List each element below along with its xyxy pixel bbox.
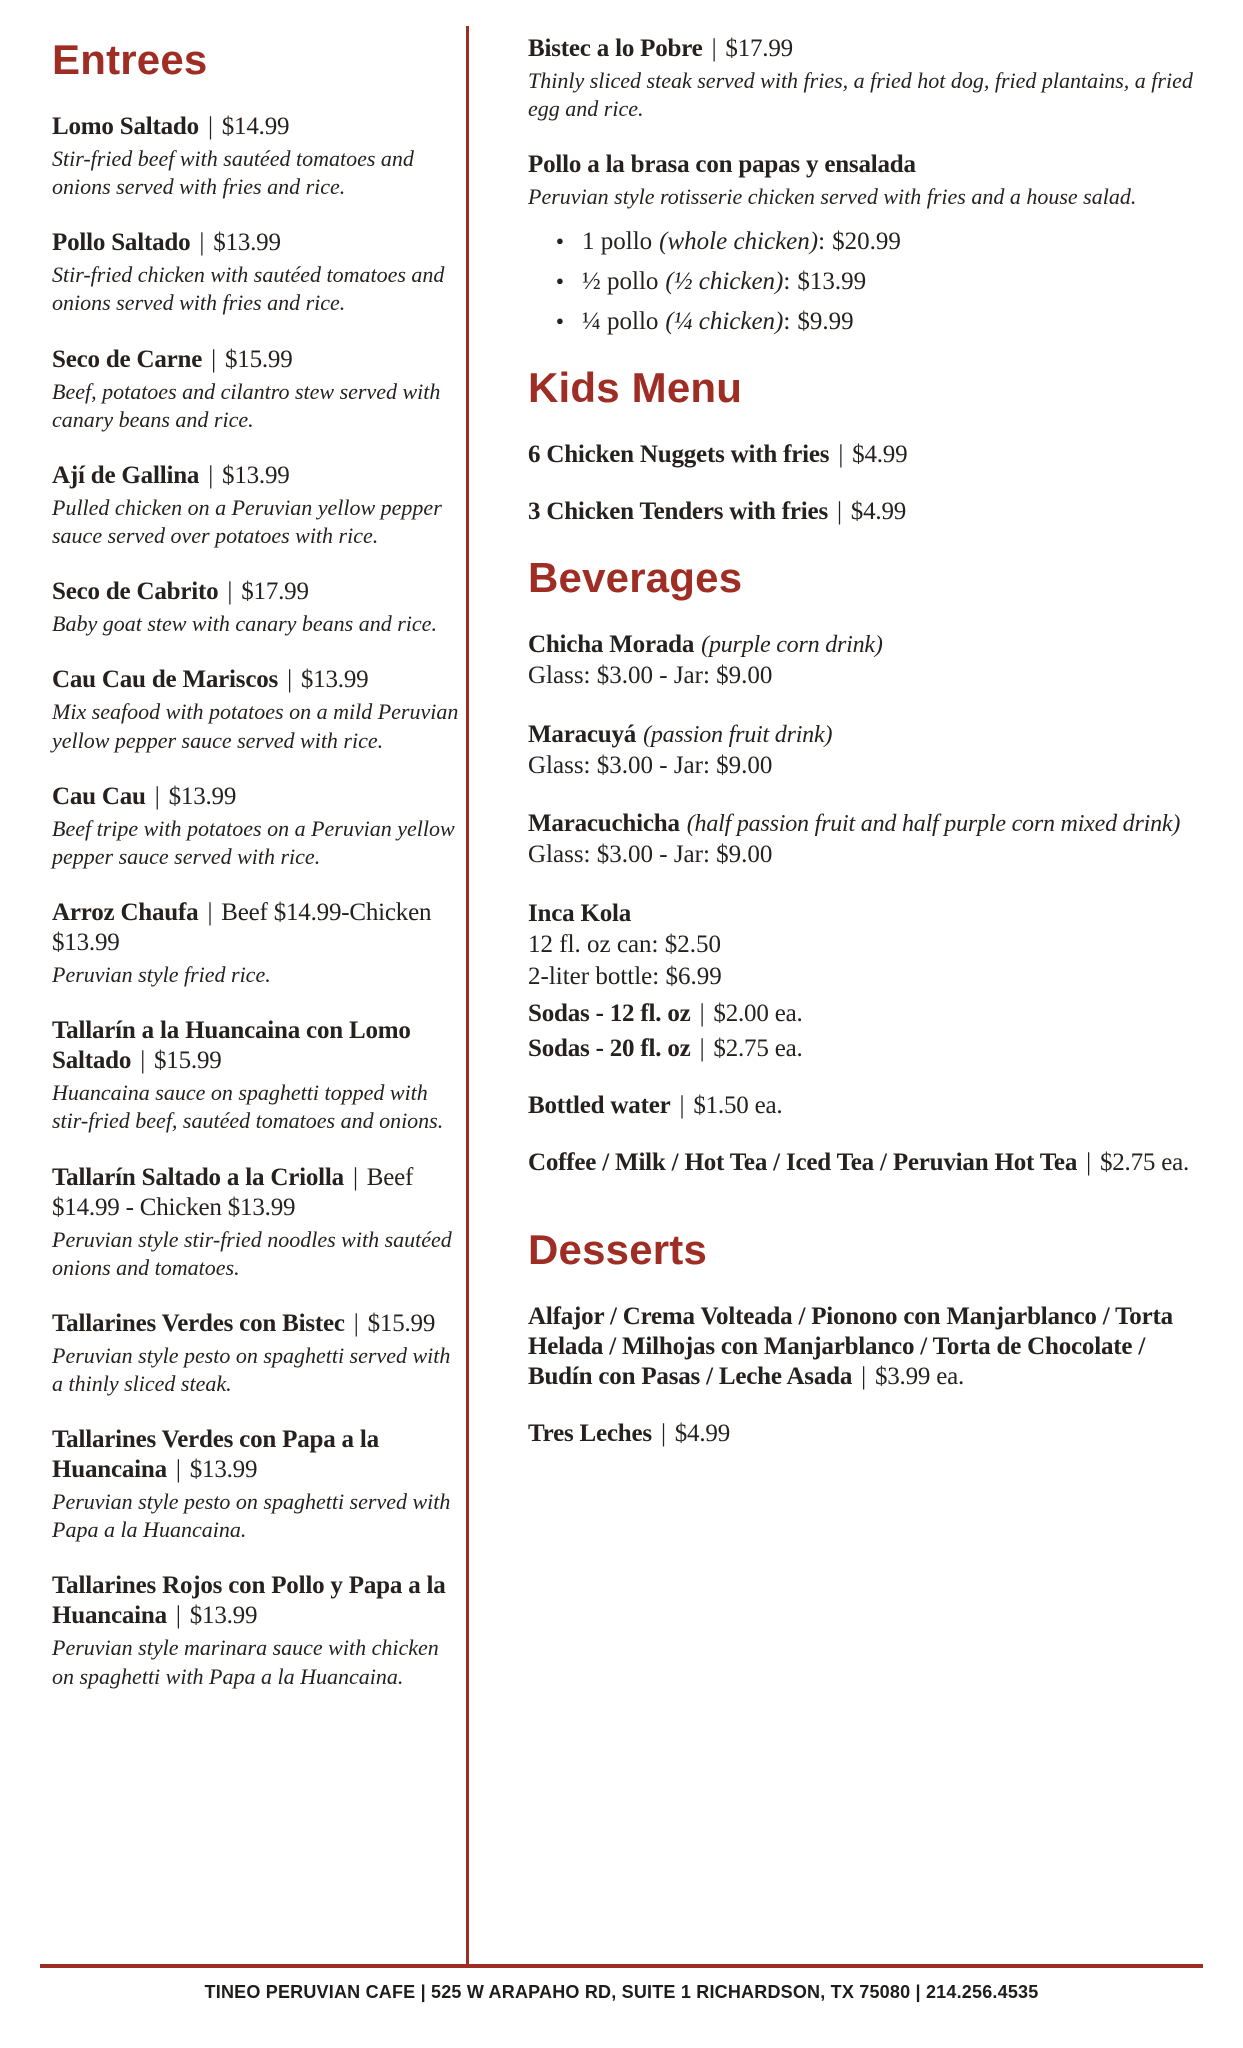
portion-price: $20.99 xyxy=(832,228,901,256)
left-column xyxy=(52,36,466,1718)
menu-item xyxy=(528,1091,1198,1121)
price-separator: | xyxy=(175,1602,181,1630)
item-name: Ají de Gallina xyxy=(52,461,200,489)
right-column xyxy=(528,34,1198,1476)
item-header xyxy=(528,497,1198,527)
menu-item xyxy=(528,1419,1198,1449)
item-header xyxy=(528,1419,1198,1449)
item-description: Peruvian style stir-fried noodles with sautéed onions and tomatoes. xyxy=(52,1226,452,1280)
item-header xyxy=(52,1571,466,1631)
price-separator: | xyxy=(199,229,205,257)
price-separator: | xyxy=(211,345,216,373)
item-description: Peruvian style pesto on spaghetti served with a thinly sliced steak. xyxy=(52,1342,451,1396)
item-price: $4.99 xyxy=(850,498,907,526)
portion-price: $13.99 xyxy=(797,268,867,296)
item-price: $1.50 ea. xyxy=(693,1091,783,1119)
menu-item xyxy=(528,999,1198,1029)
menu-item xyxy=(52,1309,466,1398)
menu-item xyxy=(528,809,1198,872)
item-description: Peruvian style pesto on spaghetti served with Papa a la Huancaina. xyxy=(52,1489,451,1543)
item-header xyxy=(52,577,466,607)
beverages-list xyxy=(528,630,1198,1178)
price-separator: | xyxy=(140,1047,145,1075)
item-price: $14.99 xyxy=(221,113,290,140)
item-name: Cau Cau de Mariscos xyxy=(52,666,279,694)
menu-item xyxy=(528,899,1198,994)
item-name: Sodas - 20 fl. oz xyxy=(528,1034,691,1062)
item-name: Seco de Cabrito xyxy=(52,578,219,606)
menu-item xyxy=(528,1302,1198,1392)
price-separator: | xyxy=(207,113,213,140)
price-separator: | xyxy=(154,782,160,810)
item-header xyxy=(52,228,466,258)
item-description: Mix seafood with potatoes on a mild Peruvian yellow pepper sauce served with rice. xyxy=(52,699,459,753)
item-description: Peruvian style rotisserie chicken served with fries and a house salad. xyxy=(528,184,1137,210)
price-separator: | xyxy=(353,1309,359,1337)
portion-quantity: ½ pollo xyxy=(582,268,659,296)
price-separator: | xyxy=(287,666,292,694)
item-name: Cau Cau xyxy=(52,782,146,810)
menu-item xyxy=(52,577,466,638)
item-header xyxy=(528,34,1198,64)
menu-item xyxy=(52,112,466,201)
colon-separator: : xyxy=(783,308,791,336)
portion-quantity: 1 pollo xyxy=(582,228,653,256)
menu-item xyxy=(52,1571,466,1690)
menu-item xyxy=(528,34,1198,123)
item-name: Bottled water xyxy=(528,1091,671,1119)
item-description: Thinly sliced steak served with fries, a fried hot dog, fried plantains, a fried egg and rice. xyxy=(528,68,1193,122)
item-name: Tres Leches xyxy=(528,1419,652,1447)
portion-price: $9.99 xyxy=(797,308,854,336)
portion-note: (whole chicken) xyxy=(659,228,819,256)
item-name: Pollo Saltado xyxy=(52,229,191,257)
desserts-list xyxy=(528,1302,1198,1449)
item-price: $2.00 ea. xyxy=(713,999,803,1027)
item-name: Coffee / Milk / Hot Tea / Iced Tea / Peruvian Hot Tea xyxy=(528,1148,1078,1176)
menu-item xyxy=(52,898,466,989)
item-price: $13.99 xyxy=(222,461,290,489)
menu-item xyxy=(52,345,466,434)
price-separator: | xyxy=(660,1419,666,1447)
item-price: $13.99 xyxy=(300,666,369,694)
item-price: $2.75 ea. xyxy=(713,1034,803,1062)
item-name: Inca Kola xyxy=(528,899,632,927)
item-name: 6 Chicken Nuggets with fries xyxy=(528,441,830,469)
menu-item xyxy=(52,665,466,754)
item-description: Stir-fried beef with sautéed tomatoes and onions served with fries and rice. xyxy=(52,146,414,200)
item-description: Beef, potatoes and cilantro stew served with canary beans and rice. xyxy=(52,378,441,432)
item-header xyxy=(52,1425,466,1485)
item-name: Alfajor / Crema Volteada / Pionono con Manjarblanco / Torta Helada / Milhojas con Manjarblanco / Torta de Chocolate / Budín con Pasas / Leche Asada xyxy=(528,1302,1173,1390)
price-separator: | xyxy=(711,35,717,62)
item-description: Beef tripe with potatoes on a Peruvian yellow pepper sauce served with rice. xyxy=(52,815,455,869)
item-name: Pollo a la brasa con papas y ensalada xyxy=(528,151,916,179)
price-separator: | xyxy=(699,999,705,1027)
price-separator: | xyxy=(352,1163,358,1191)
price-separator: | xyxy=(207,899,213,927)
item-name: Maracuyá xyxy=(528,720,637,748)
item-header xyxy=(528,809,1198,839)
price-separator: | xyxy=(208,461,214,489)
price-separator: | xyxy=(175,1456,181,1484)
item-header xyxy=(528,1091,1198,1121)
colon-separator: : xyxy=(783,268,791,296)
item-name: 3 Chicken Tenders with fries xyxy=(528,498,828,526)
item-header xyxy=(528,150,1198,180)
item-header xyxy=(52,782,466,812)
menu-item xyxy=(528,720,1198,783)
item-header xyxy=(528,899,1198,929)
item-header xyxy=(52,665,466,695)
item-price: Beef $14.99 - Chicken $13.99 xyxy=(52,1163,414,1221)
item-detail-line: Glass: $3.00 - Jar: $9.00 xyxy=(528,841,773,869)
item-price: $17.99 xyxy=(725,35,793,62)
item-description: Huancaina sauce on spaghetti topped with stir-fried beef, sautéed tomatoes and onions. xyxy=(52,1080,444,1134)
menu-item xyxy=(52,1016,466,1135)
item-header xyxy=(52,1309,466,1339)
item-header xyxy=(528,1302,1198,1392)
item-header xyxy=(528,440,1198,470)
item-name: Maracuchicha xyxy=(528,810,680,838)
price-separator: | xyxy=(836,498,842,526)
item-header xyxy=(528,720,1198,750)
item-price: $2.75 ea. xyxy=(1099,1148,1190,1176)
item-header xyxy=(52,1016,466,1076)
item-detail-line: 12 fl. oz can: $2.50 xyxy=(528,930,722,958)
menu-item xyxy=(52,782,466,871)
item-description: Stir-fried chicken with sautéed tomatoes and onions served with fries and rice. xyxy=(52,262,445,316)
menu-item xyxy=(528,1034,1198,1064)
item-detail-line: Glass: $3.00 - Jar: $9.00 xyxy=(528,751,773,779)
item-description: Peruvian style fried rice. xyxy=(52,962,271,988)
item-header xyxy=(528,1148,1198,1178)
item-price: $15.99 xyxy=(367,1309,436,1337)
item-name: Chicha Morada xyxy=(528,631,695,659)
item-description: Pulled chicken on a Peruvian yellow pepper sauce served over potatoes with rice. xyxy=(52,494,442,549)
item-price: Beef $14.99-Chicken $13.99 xyxy=(52,899,432,957)
portion-quantity: ¼ pollo xyxy=(582,308,659,336)
item-header xyxy=(528,999,1198,1029)
section-heading-beverages: Beverages xyxy=(528,554,743,602)
item-description: Baby goat stew with canary beans and rice. xyxy=(52,611,437,637)
item-name: Tallarines Verdes con Papa a la Huancaina xyxy=(52,1426,379,1484)
kids-menu-list xyxy=(528,440,1198,527)
item-name: Bistec a lo Pobre xyxy=(528,35,703,62)
item-name: Tallarín a la Huancaina con Lomo Saltado xyxy=(52,1017,411,1075)
menu-item xyxy=(528,630,1198,693)
item-header xyxy=(52,898,466,958)
item-price: $4.99 xyxy=(852,441,908,469)
item-name: Sodas - 12 fl. oz xyxy=(528,999,691,1027)
item-name: Seco de Carne xyxy=(52,345,203,373)
item-name: Tallarín Saltado a la Criolla xyxy=(52,1163,344,1191)
item-name: Lomo Saltado xyxy=(52,113,199,140)
item-price: $13.99 xyxy=(213,229,281,257)
portion-note: (½ chicken) xyxy=(665,268,784,296)
portion-option xyxy=(556,227,1198,257)
item-price: $4.99 xyxy=(674,1419,731,1447)
menu-item xyxy=(528,150,1198,337)
item-header xyxy=(52,1163,466,1223)
footer-rule xyxy=(40,1964,1203,1968)
price-separator: | xyxy=(838,441,844,469)
item-price: $13.99 xyxy=(168,782,237,810)
item-header xyxy=(52,345,466,375)
item-note: (passion fruit drink) xyxy=(643,721,833,748)
menu-item xyxy=(52,1425,466,1544)
item-price: $15.99 xyxy=(154,1047,222,1075)
item-header xyxy=(52,112,466,142)
price-separator: | xyxy=(679,1091,685,1119)
footer-text: TINEO PERUVIAN CAFE | 525 W ARAPAHO RD, SUITE 1 RICHARDSON, TX 75080 | 214.256.4535 xyxy=(204,1982,1039,2002)
menu-item xyxy=(528,497,1198,527)
item-detail-line: Glass: $3.00 - Jar: $9.00 xyxy=(528,662,773,690)
item-name: Tallarines Rojos con Pollo y Papa a la Huancaina xyxy=(52,1572,446,1630)
item-description: Peruvian style marinara sauce with chicken on spaghetti with Papa a la Huancaina. xyxy=(52,1635,439,1689)
item-detail-line: 2-liter bottle: $6.99 xyxy=(528,963,722,991)
item-price: $15.99 xyxy=(224,345,293,373)
portion-note: (¼ chicken) xyxy=(665,308,784,336)
menu-item xyxy=(52,228,466,317)
price-separator: | xyxy=(699,1034,705,1062)
item-price: $17.99 xyxy=(241,578,309,606)
menu-item xyxy=(528,1148,1198,1178)
menu-item xyxy=(528,440,1198,470)
price-separator: | xyxy=(227,578,233,606)
section-heading-desserts: Desserts xyxy=(528,1225,708,1273)
item-price: $13.99 xyxy=(189,1456,258,1484)
section-heading-entrees: Entrees xyxy=(52,36,208,83)
portion-option xyxy=(556,267,1198,297)
item-price: $13.99 xyxy=(189,1602,258,1630)
price-separator: | xyxy=(861,1362,866,1390)
entrees-list-left xyxy=(52,112,466,1691)
item-name: Arroz Chaufa xyxy=(52,899,199,927)
item-header xyxy=(528,630,1198,660)
item-header xyxy=(528,1034,1198,1064)
column-divider xyxy=(466,26,469,1966)
entrees-list-right xyxy=(528,34,1198,337)
item-name: Tallarines Verdes con Bistec xyxy=(52,1309,345,1337)
colon-separator: : xyxy=(818,228,826,256)
portion-option xyxy=(556,307,1198,337)
item-header xyxy=(52,461,466,491)
menu-item xyxy=(52,461,466,550)
section-heading-kids-menu: Kids Menu xyxy=(528,364,743,412)
item-price: $3.99 ea. xyxy=(874,1362,965,1390)
menu-item xyxy=(52,1163,466,1282)
portion-options xyxy=(556,227,1198,337)
item-note: (half passion fruit and half purple corn mixed drink) xyxy=(686,811,1181,838)
price-separator: | xyxy=(1086,1148,1091,1176)
item-note: (purple corn drink) xyxy=(701,632,883,659)
